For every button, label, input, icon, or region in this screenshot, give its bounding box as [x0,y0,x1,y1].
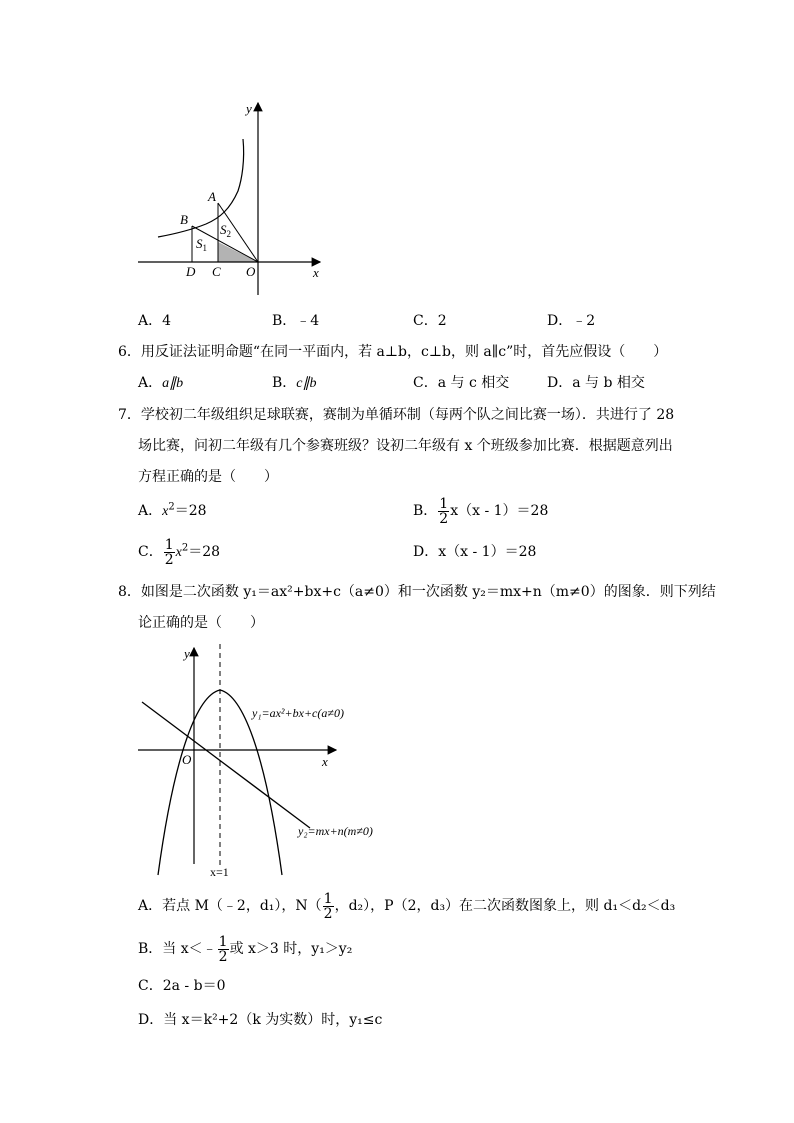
q8-stem-line2: 论正确的是（ ） [138,615,264,631]
parabola-figure [130,640,400,885]
q6-option-c[interactable]: C．a 与 c 相交 [413,375,510,391]
q6-stem: 6．用反证法证明命题“在同一平面内，若 a⊥b，c⊥b，则 a∥c”时，首先应假设（ ） [118,344,668,360]
q5-option-b[interactable]: B．﹣4 [272,313,320,329]
q6-option-d[interactable]: D．a 与 b 相交 [547,375,645,391]
fraction: $\frac{1}{2}$ [218,933,228,965]
q7-option-c[interactable]: C． $\frac{1}{2}$ $x^2=28$ [138,536,221,568]
label-symmetry-axis: x=1 [210,865,229,879]
label-O: O [182,752,192,767]
q8-option-a[interactable]: A．若点 M（﹣2，d₁），N（ $\frac{1}{2}$ ，d₂），P（2，d₃）在二次函数图象上，则 d₁＜d₂＜d₃ [138,890,676,922]
label-S1: $S_1$ [196,236,207,253]
q8-option-c[interactable]: C．2a - b＝0 [138,978,226,994]
fraction: $\frac{1}{2}$ [164,536,174,568]
q7-stem-line3: 方程正确的是（ ） [138,469,278,485]
q7-option-d[interactable]: D．x（x - 1）＝28 [413,544,537,560]
linear-function-line [142,702,310,828]
label-x: x [322,754,328,769]
q7-stem-line2: 场比赛，问初二年级有几个参赛班级？设初二年级有 x 个班级参加比赛．根据题意列出 [138,438,673,454]
label-O: O [246,264,256,279]
label-C: C [212,264,221,279]
label-B: B [180,212,188,227]
q5-option-d[interactable]: D．﹣2 [547,313,596,329]
q6-option-b[interactable]: B．c∥b [272,375,317,391]
q8-option-d[interactable]: D．当 x＝k²+2（k 为实数）时，y₁≤c [138,1012,383,1028]
label-A: A [208,189,216,204]
fraction: $\frac{1}{2}$ [323,890,333,922]
label-y: y [184,646,190,661]
label-parabola: y₁=ax²+bx+c(a≠0) [252,706,344,720]
label-S2: $S_2$ [220,222,231,239]
q8-stem-line1: 8．如图是二次函数 y₁＝ax²+bx+c（a≠0）和一次函数 y₂＝mx+n（m≠0）的图象．则下列结 [118,584,716,600]
label-x: x [313,265,319,280]
q7-option-b[interactable]: B． $\frac{1}{2}$ x（x - 1）＝28 [413,495,549,527]
label-D: D [186,264,196,279]
hyperbola-figure [130,95,330,305]
q5-option-a[interactable]: A．4 [138,313,172,329]
label-y: y [246,101,252,116]
q7-stem-line1: 7．学校初二年级组织足球联赛，赛制为单循环制（每两个队之间比赛一场）．共进行了 28 [118,407,675,423]
q5-option-c[interactable]: C．2 [413,313,447,329]
label-line: y₂=mx+n(m≠0) [298,824,373,838]
q8-option-b[interactable]: B．当 x＜﹣ $\frac{1}{2}$ 或 x＞3 时，y₁＞y₂ [138,933,353,965]
fraction: $\frac{1}{2}$ [439,495,449,527]
q7-option-a[interactable]: A．$x^2=28$ [138,501,207,519]
q6-option-a[interactable]: A．a∥b [138,375,184,391]
